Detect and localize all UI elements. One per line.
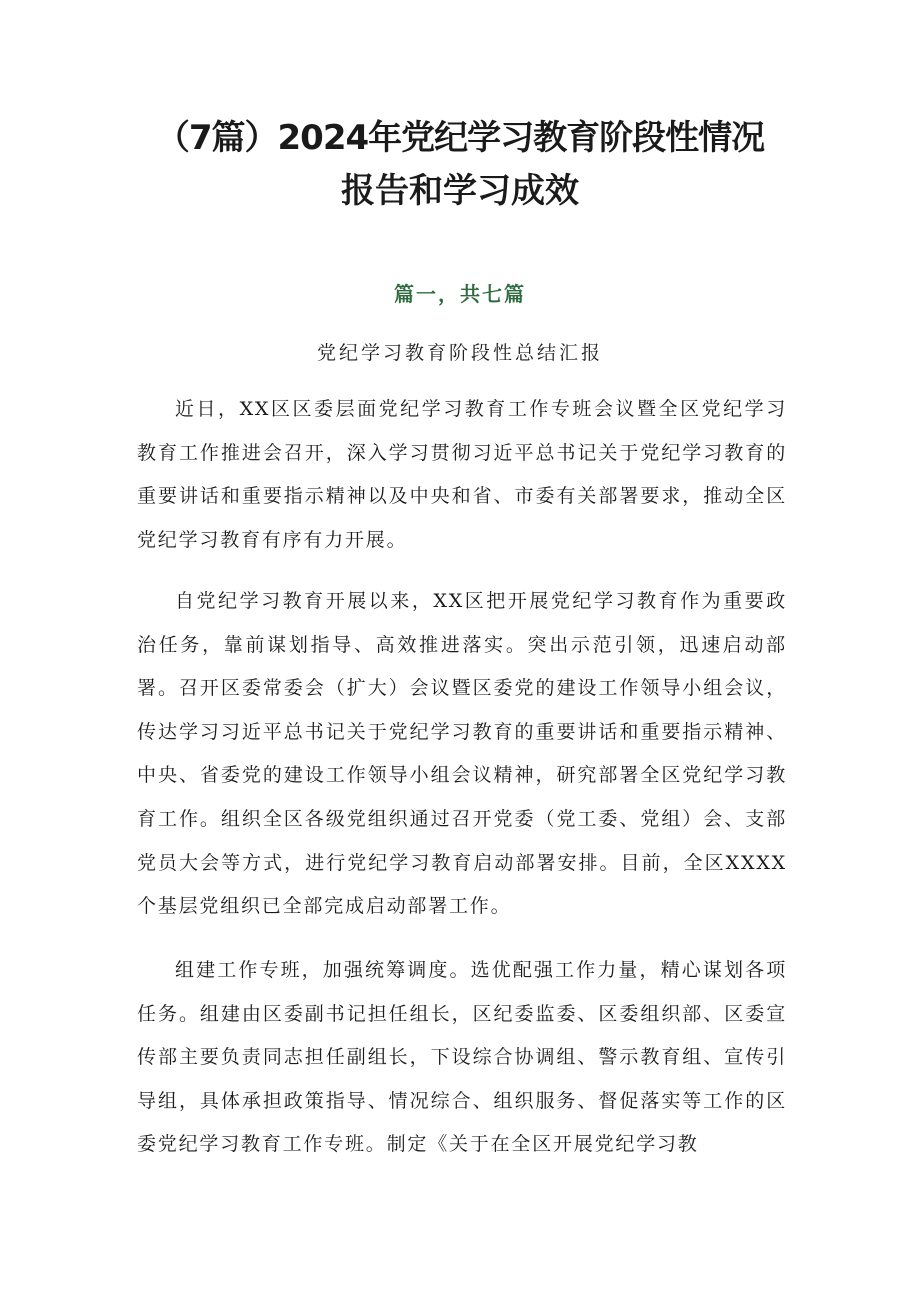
article-subtitle: 党纪学习教育阶段性总结汇报 [316,342,603,364]
paragraph-1: 近日，XX区区委层面党纪学习教育工作专班会议暨全区党纪学习教育工作推进会召开，深入学习贯彻习近平总书记关于党纪学习教育的重要讲话和重要指示精神以及中央和省、市委有关部署要求，推动全区党纪学习教育有序有力开展。 [137,398,787,551]
paragraph-3: 组建工作专班，加强统筹调度。选优配强工作力量，精心谋划各项任务。组建由区委副书记担任组长，区纪委监委、区委组织部、区委宣传部主要负责同志担任副组长，下设综合协调组、警示教育组、宣传引导组，具体承担政策指导、情况综合、组织服务、督促落实等工作的区委党纪学习教育工作专班。制定《关于在全区开展党纪学习教 [137,959,787,1156]
document-title-line-2: 报告和学习成效 [341,171,579,211]
paragraph-2: 自党纪学习教育开展以来，XX区把开展党纪学习教育作为重要政治任务，靠前谋划指导、高效推进落实。突出示范引领，迅速启动部署。召开区委常委会（扩大）会议暨区委党的建设工作领导小组会议，传达学习习近平总书记关于党纪学习教育的重要讲话和重要指示精神、中央、省委党的建设工作领导小组会议精神，研究部署全区党纪学习教育工作。组织全区各级党组织通过召开党委（党工委、党组）会、支部党员大会等方式，进行党纪学习教育启动部署安排。目前，全区XXXX个基层党组织已全部完成启动部署工作。 [137,590,787,918]
section-heading: 篇一，共七篇 [394,282,526,306]
document-title-line-1: （7篇）2024年党纪学习教育阶段性情况 [155,118,765,158]
